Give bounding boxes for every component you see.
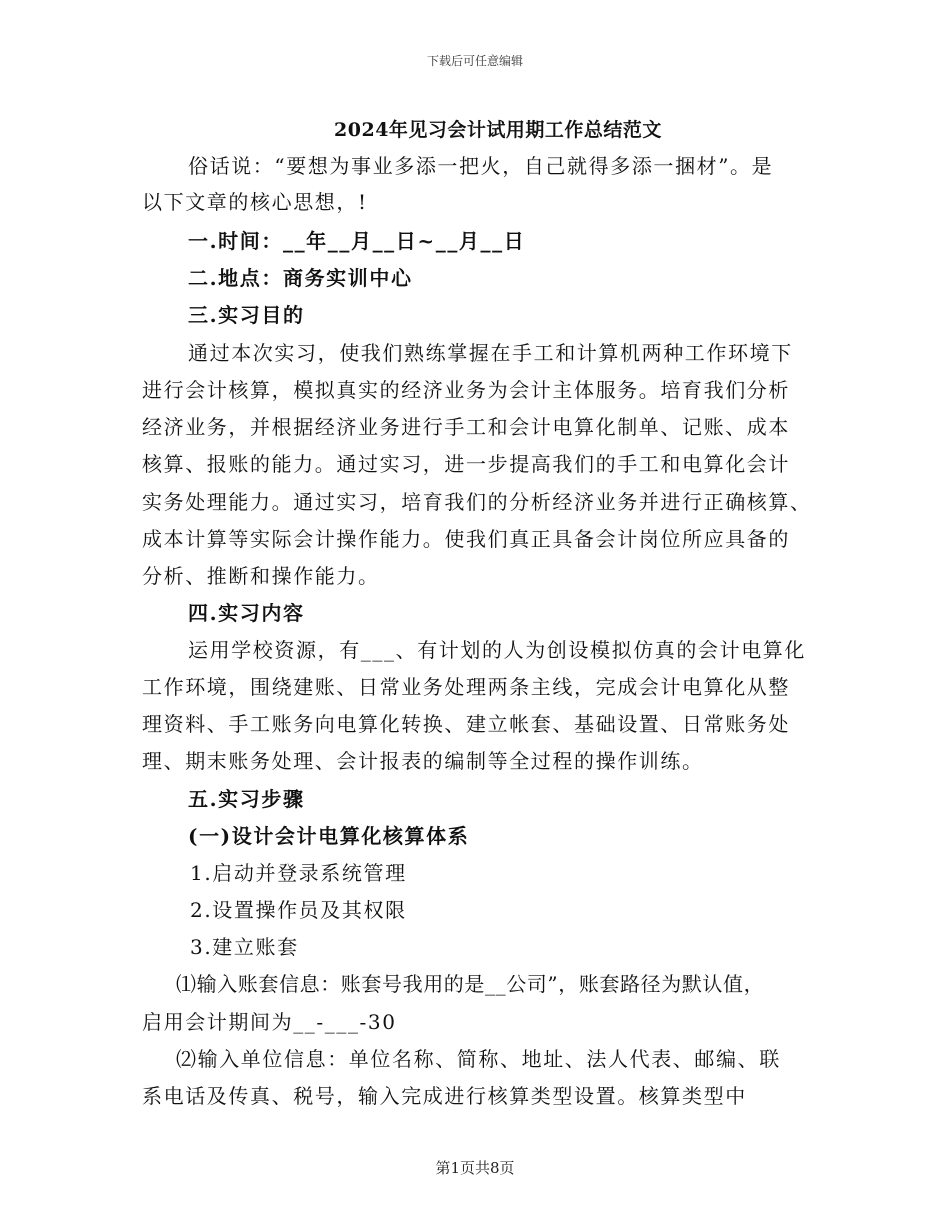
step-item: 2.设置操作员及其权限 (190, 898, 407, 922)
paragraph-line: ⑵输入单位信息：单位名称、简称、地址、法人代表、邮编、联 (176, 1047, 781, 1071)
document-title: 2024年见习会计试用期工作总结范文 (334, 119, 662, 141)
paragraph-line: 运用学校资源，有___、有计划的人为创设模拟仿真的会计电算化 (188, 638, 806, 662)
section-heading-content: 四.实习内容 (188, 601, 305, 625)
section-heading-time: 一.时间：__年__月__日~__月__日 (188, 229, 526, 253)
paragraph-line: 工作环境，围绕建账、日常业务处理两条主线，完成会计电算化从整 (142, 675, 790, 699)
section-heading-purpose: 三.实习目的 (188, 303, 305, 327)
step-item: 3.建立账套 (190, 935, 299, 959)
subsection-heading: (一)设计会计电算化核算体系 (188, 824, 470, 848)
paragraph-line: 实务处理能力。通过实习，培育我们的分析经济业务并进行正确核算、 (142, 490, 812, 514)
paragraph-line: 系电话及传真、税号，输入完成进行核算类型设置。核算类型中 (142, 1084, 747, 1108)
paragraph-line: 俗话说：“要想为事业多添一把火，自己就得多添一捆材”。是 (188, 154, 774, 178)
paragraph-line: 通过本次实习，使我们熟练掌握在手工和计算机两种工作环境下 (188, 341, 793, 365)
paragraph-line: ⑴输入账套信息：账套号我用的是__公司”，账套路径为默认值， (176, 972, 765, 996)
paragraph-line: 进行会计核算，模拟真实的经济业务为会计主体服务。培育我们分析 (142, 378, 790, 402)
paragraph-line: 分析、推断和操作能力。 (142, 564, 380, 588)
paragraph-line: 成本计算等实际会计操作能力。使我们真正具备会计岗位所应具备的 (142, 527, 790, 551)
paragraph-line: 理、期末账务处理、会计报表的编制等全过程的操作训练。 (142, 749, 704, 773)
paragraph-line: 核算、报账的能力。通过实习，进一步提高我们的手工和电算化会计 (142, 452, 790, 476)
step-item: 1.启动并登录系统管理 (190, 861, 407, 885)
page-number-footer: 第1页共8页 (435, 1159, 515, 1177)
section-heading-location: 二.地点：商务实训中心 (188, 266, 413, 290)
paragraph-line: 经济业务，并根据经济业务进行手工和会计电算化制单、记账、成本 (142, 415, 790, 439)
paragraph-line: 以下文章的核心思想，! (142, 190, 368, 214)
section-heading-steps: 五.实习步骤 (188, 787, 305, 811)
page-header-note: 下载后可任意编辑 (426, 54, 523, 68)
paragraph-line: 理资料、手工账务向电算化转换、建立帐套、基础设置、日常账务处 (142, 712, 790, 736)
paragraph-line: 启用会计期间为__-___-30 (142, 1010, 397, 1034)
